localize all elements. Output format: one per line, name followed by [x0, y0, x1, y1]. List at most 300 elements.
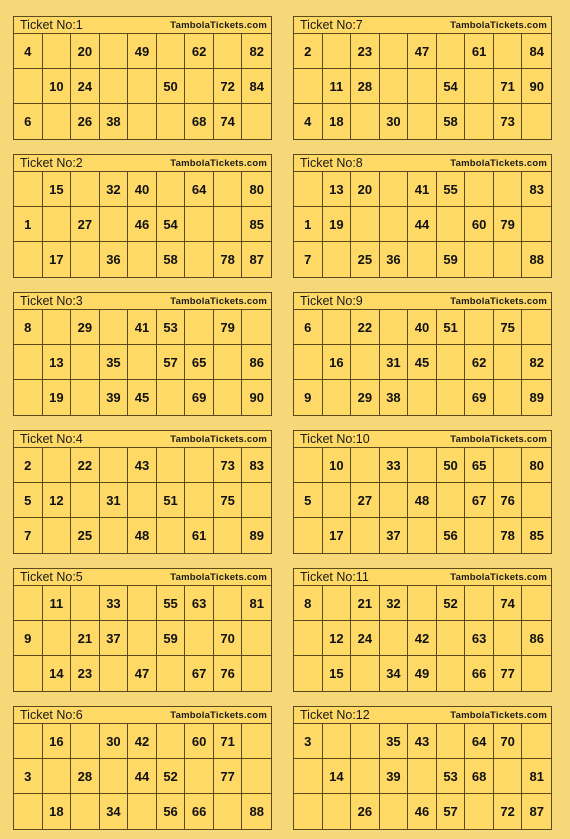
- ticket-cell: [185, 207, 214, 242]
- ticket-cell: [71, 794, 100, 829]
- ticket-cell: 62: [185, 34, 214, 69]
- ticket-cell: 37: [380, 518, 409, 553]
- ticket-number: Ticket No:8: [300, 156, 363, 170]
- ticket-cell: 39: [380, 759, 409, 794]
- ticket-cell: 85: [242, 207, 271, 242]
- ticket-cell: 79: [494, 207, 523, 242]
- ticket-cell: 20: [71, 34, 100, 69]
- ticket-cell: [14, 172, 43, 207]
- ticket-cell: 47: [408, 34, 437, 69]
- ticket-cell: 55: [157, 586, 186, 621]
- ticket-cell: [157, 380, 186, 415]
- ticket-cell: 38: [100, 104, 129, 139]
- ticket-cell: 15: [43, 172, 72, 207]
- ticket-cell: 78: [214, 242, 243, 277]
- ticket-cell: [351, 345, 380, 380]
- ticket-cell: 3: [294, 724, 323, 759]
- ticket-cell: 48: [408, 483, 437, 518]
- ticket-cell: [71, 724, 100, 759]
- ticket-cell: 33: [100, 586, 129, 621]
- ticket-cell: 65: [185, 345, 214, 380]
- ticket-cell: 52: [157, 759, 186, 794]
- ticket-cell: [128, 621, 157, 656]
- ticket-brand: TambolaTickets.com: [450, 709, 547, 721]
- ticket-brand: TambolaTickets.com: [450, 295, 547, 307]
- ticket-cell: [323, 34, 352, 69]
- ticket-cell: 19: [43, 380, 72, 415]
- ticket-cell: 82: [522, 345, 551, 380]
- ticket-cell: 49: [128, 34, 157, 69]
- ticket-cell: 80: [522, 448, 551, 483]
- ticket-cell: [494, 172, 523, 207]
- ticket-cell: 51: [157, 483, 186, 518]
- ticket-cell: 35: [100, 345, 129, 380]
- ticket-cell: [494, 242, 523, 277]
- ticket-cell: 72: [214, 69, 243, 104]
- ticket-cell: [351, 518, 380, 553]
- ticket-cell: [214, 518, 243, 553]
- ticket-cell: 58: [437, 104, 466, 139]
- ticket-cell: [323, 380, 352, 415]
- ticket-cell: 63: [465, 621, 494, 656]
- ticket-cell: [408, 69, 437, 104]
- ticket-cell: 84: [242, 69, 271, 104]
- ticket-cell: [128, 483, 157, 518]
- ticket-cell: [100, 448, 129, 483]
- ticket-cell: 29: [71, 310, 100, 345]
- ticket-cell: 75: [494, 310, 523, 345]
- ticket-cell: [100, 207, 129, 242]
- ticket-cell: 8: [14, 310, 43, 345]
- ticket-cell: [408, 759, 437, 794]
- ticket-cell: [242, 483, 271, 518]
- ticket-cell: 12: [323, 621, 352, 656]
- ticket-cell: 67: [465, 483, 494, 518]
- ticket-cell: [43, 310, 72, 345]
- ticket-cell: 27: [71, 207, 100, 242]
- ticket-cell: 4: [14, 34, 43, 69]
- tambola-ticket: [13, 16, 272, 140]
- ticket-cell: 35: [380, 724, 409, 759]
- ticket-cell: 81: [522, 759, 551, 794]
- ticket-cell: 25: [351, 242, 380, 277]
- ticket-cell: [465, 794, 494, 829]
- ticket-cell: 81: [242, 586, 271, 621]
- ticket-header: [294, 431, 551, 448]
- ticket-cell: 90: [249, 390, 264, 405]
- ticket-cell: [294, 759, 323, 794]
- ticket-cell: 13: [43, 345, 72, 380]
- ticket-cell: [522, 483, 551, 518]
- ticket-cell: [214, 172, 243, 207]
- ticket-cell: [380, 172, 409, 207]
- ticket-cell: 46: [128, 207, 157, 242]
- ticket-cell: 31: [100, 483, 129, 518]
- tambola-ticket: [293, 568, 552, 692]
- ticket-cell: [465, 310, 494, 345]
- ticket-brand: TambolaTickets.com: [450, 19, 547, 31]
- ticket-cell: [214, 34, 243, 69]
- ticket-cell: 62: [465, 345, 494, 380]
- ticket-cell: 67: [185, 656, 214, 691]
- ticket-cell: [43, 759, 72, 794]
- ticket-cell: 12: [43, 483, 72, 518]
- tambola-ticket: [13, 706, 272, 830]
- ticket-number: Ticket No:7: [300, 18, 363, 32]
- ticket-cell: [294, 172, 323, 207]
- ticket-cell: [465, 104, 494, 139]
- ticket-cell: [323, 586, 352, 621]
- ticket-cell: 45: [128, 380, 157, 415]
- ticket-cell: [242, 656, 271, 691]
- ticket-cell: 66: [185, 794, 214, 829]
- ticket-cell: [14, 69, 43, 104]
- tambola-ticket: [293, 706, 552, 830]
- ticket-grid: [294, 172, 551, 277]
- ticket-cell: 5: [14, 483, 43, 518]
- ticket-cell: 89: [529, 390, 544, 405]
- tambola-ticket: [13, 154, 272, 278]
- ticket-cell: 11: [43, 586, 72, 621]
- ticket-cell: 54: [157, 207, 186, 242]
- ticket-cell: [380, 69, 409, 104]
- ticket-header: [14, 707, 271, 724]
- ticket-brand: TambolaTickets.com: [170, 571, 267, 583]
- ticket-header: [294, 707, 551, 724]
- ticket-cell: 28: [351, 69, 380, 104]
- ticket-cell: 16: [323, 345, 352, 380]
- ticket-cell: [522, 586, 551, 621]
- ticket-cell: [128, 586, 157, 621]
- ticket-grid: [294, 586, 551, 691]
- ticket-cell: [43, 448, 72, 483]
- ticket-number: Ticket No:12: [300, 708, 370, 722]
- tambola-ticket: [293, 430, 552, 554]
- ticket-cell: 73: [214, 448, 243, 483]
- ticket-cell: [71, 380, 100, 415]
- ticket-cell: 64: [185, 172, 214, 207]
- ticket-cell: [294, 518, 323, 553]
- ticket-cell: [14, 656, 43, 691]
- ticket-cell: 14: [43, 656, 72, 691]
- ticket-cell: [100, 518, 129, 553]
- ticket-header: [294, 17, 551, 34]
- ticket-cell: 17: [43, 242, 72, 277]
- ticket-cell: 17: [323, 518, 352, 553]
- ticket-cell: 46: [408, 794, 437, 829]
- ticket-cell: 6: [294, 310, 323, 345]
- ticket-cell: [14, 380, 43, 415]
- ticket-header: [294, 155, 551, 172]
- ticket-cell: [522, 207, 551, 242]
- ticket-cell: [465, 242, 494, 277]
- ticket-cell: 7: [14, 518, 43, 553]
- ticket-cell: [157, 724, 186, 759]
- ticket-cell: 76: [494, 483, 523, 518]
- ticket-cell: [185, 448, 214, 483]
- ticket-cell: [408, 104, 437, 139]
- ticket-number: Ticket No:4: [20, 432, 83, 446]
- ticket-grid: [14, 586, 271, 691]
- ticket-cell: 44: [408, 207, 437, 242]
- ticket-cell: 32: [100, 172, 129, 207]
- ticket-cell: 42: [128, 724, 157, 759]
- ticket-cell: [351, 104, 380, 139]
- ticket-cell: 87: [529, 804, 544, 819]
- ticket-cell: [351, 724, 380, 759]
- ticket-cell: [437, 621, 466, 656]
- ticket-brand: TambolaTickets.com: [450, 571, 547, 583]
- ticket-header: [14, 569, 271, 586]
- ticket-cell: 38: [380, 380, 409, 415]
- ticket-cell: 9: [14, 621, 43, 656]
- ticket-cell: [522, 310, 551, 345]
- ticket-cell: [465, 69, 494, 104]
- ticket-header: [14, 155, 271, 172]
- ticket-grid: [14, 724, 271, 829]
- ticket-cell: 7: [294, 242, 323, 277]
- ticket-cell: 80: [242, 172, 271, 207]
- ticket-cell: [380, 310, 409, 345]
- ticket-cell: 31: [380, 345, 409, 380]
- tambola-ticket: [293, 292, 552, 416]
- tambola-ticket: [293, 154, 552, 278]
- ticket-cell: [465, 586, 494, 621]
- ticket-cell: 65: [465, 448, 494, 483]
- ticket-cell: [185, 69, 214, 104]
- ticket-number: Ticket No:11: [300, 570, 369, 584]
- ticket-cell: 32: [380, 586, 409, 621]
- ticket-cell: [465, 518, 494, 553]
- ticket-cell: 8: [294, 586, 323, 621]
- ticket-grid: [14, 172, 271, 277]
- ticket-cell: 52: [437, 586, 466, 621]
- ticket-grid: [294, 310, 551, 415]
- ticket-cell: 54: [437, 69, 466, 104]
- ticket-cell: [465, 172, 494, 207]
- ticket-cell: [437, 207, 466, 242]
- ticket-cell: 24: [351, 621, 380, 656]
- ticket-cell: [185, 759, 214, 794]
- ticket-cell: [323, 310, 352, 345]
- ticket-brand: TambolaTickets.com: [450, 157, 547, 169]
- ticket-cell: 2: [294, 34, 323, 69]
- ticket-cell: [157, 448, 186, 483]
- ticket-number: Ticket No:9: [300, 294, 363, 308]
- ticket-cell: 22: [351, 310, 380, 345]
- ticket-grid: [14, 310, 271, 415]
- ticket-cell: 5: [294, 483, 323, 518]
- ticket-brand: TambolaTickets.com: [170, 433, 267, 445]
- ticket-cell: 41: [408, 172, 437, 207]
- ticket-cell: 69: [185, 380, 214, 415]
- ticket-cell: [294, 448, 323, 483]
- ticket-cell: [128, 345, 157, 380]
- ticket-cell: 14: [323, 759, 352, 794]
- ticket-cell: [214, 380, 243, 415]
- ticket-number: Ticket No:5: [20, 570, 83, 584]
- ticket-cell: 33: [380, 448, 409, 483]
- ticket-cell: [100, 759, 129, 794]
- ticket-cell: 1: [294, 207, 323, 242]
- ticket-cell: 56: [437, 518, 466, 553]
- ticket-cell: [437, 724, 466, 759]
- ticket-cell: [408, 448, 437, 483]
- ticket-header: [14, 293, 271, 310]
- ticket-cell: [437, 483, 466, 518]
- ticket-cell: 43: [408, 724, 437, 759]
- ticket-cell: 49: [408, 656, 437, 691]
- ticket-cell: 30: [100, 724, 129, 759]
- ticket-cell: [494, 759, 523, 794]
- ticket-cell: [157, 518, 186, 553]
- ticket-cell: 26: [71, 104, 100, 139]
- ticket-cell: 88: [529, 252, 544, 267]
- ticket-cell: 74: [214, 104, 243, 139]
- ticket-cell: [128, 104, 157, 139]
- ticket-cell: [242, 310, 271, 345]
- ticket-cell: 53: [437, 759, 466, 794]
- ticket-cell: 30: [380, 104, 409, 139]
- ticket-cell: 85: [529, 528, 544, 543]
- ticket-cell: [380, 794, 409, 829]
- ticket-cell: 69: [465, 380, 494, 415]
- ticket-cell: 77: [494, 656, 523, 691]
- ticket-cell: [437, 656, 466, 691]
- ticket-cell: 83: [242, 448, 271, 483]
- ticket-cell: 24: [71, 69, 100, 104]
- ticket-cell: 50: [157, 69, 186, 104]
- ticket-cell: 60: [465, 207, 494, 242]
- ticket-cell: 3: [14, 759, 43, 794]
- ticket-number: Ticket No:6: [20, 708, 83, 722]
- ticket-cell: [128, 794, 157, 829]
- ticket-cell: 87: [249, 252, 264, 267]
- ticket-cell: [494, 621, 523, 656]
- ticket-cell: [494, 448, 523, 483]
- ticket-cell: [157, 34, 186, 69]
- ticket-cell: [100, 656, 129, 691]
- ticket-cell: 73: [494, 104, 523, 139]
- ticket-cell: [185, 310, 214, 345]
- ticket-cell: [128, 242, 157, 277]
- ticket-cell: [71, 345, 100, 380]
- ticket-cell: [294, 69, 323, 104]
- ticket-cell: [242, 104, 271, 139]
- ticket-cell: [408, 242, 437, 277]
- ticket-cell: [408, 518, 437, 553]
- ticket-cell: 57: [437, 794, 466, 829]
- ticket-cell: 37: [100, 621, 129, 656]
- ticket-cell: 16: [43, 724, 72, 759]
- ticket-cell: 10: [323, 448, 352, 483]
- ticket-cell: [294, 621, 323, 656]
- ticket-cell: [185, 483, 214, 518]
- ticket-cell: 41: [128, 310, 157, 345]
- ticket-cell: [71, 483, 100, 518]
- ticket-cell: [14, 794, 43, 829]
- ticket-brand: TambolaTickets.com: [170, 295, 267, 307]
- ticket-header: [14, 17, 271, 34]
- ticket-cell: [100, 69, 129, 104]
- ticket-cell: 40: [408, 310, 437, 345]
- ticket-cell: 66: [465, 656, 494, 691]
- ticket-cell: 86: [522, 621, 551, 656]
- ticket-cell: [43, 34, 72, 69]
- ticket-cell: [380, 621, 409, 656]
- ticket-cell: 74: [494, 586, 523, 621]
- tambola-ticket: [13, 430, 272, 554]
- ticket-cell: 78: [494, 518, 523, 553]
- ticket-cell: 18: [43, 794, 72, 829]
- ticket-cell: [437, 345, 466, 380]
- ticket-cell: [100, 34, 129, 69]
- ticket-cell: 15: [323, 656, 352, 691]
- ticket-cell: [408, 586, 437, 621]
- ticket-cell: [522, 104, 551, 139]
- ticket-cell: 36: [380, 242, 409, 277]
- ticket-cell: 82: [242, 34, 271, 69]
- ticket-grid: [294, 448, 551, 553]
- ticket-cell: [214, 794, 243, 829]
- ticket-cell: [128, 69, 157, 104]
- ticket-cell: 26: [351, 794, 380, 829]
- ticket-cell: 90: [522, 69, 551, 104]
- ticket-cell: 57: [157, 345, 186, 380]
- ticket-cell: 9: [294, 380, 323, 415]
- ticket-cell: 61: [465, 34, 494, 69]
- ticket-cell: 34: [380, 656, 409, 691]
- ticket-cell: 63: [185, 586, 214, 621]
- ticket-cell: [380, 483, 409, 518]
- ticket-number: Ticket No:10: [300, 432, 370, 446]
- ticket-cell: [71, 242, 100, 277]
- ticket-brand: TambolaTickets.com: [170, 157, 267, 169]
- ticket-number: Ticket No:3: [20, 294, 83, 308]
- ticket-brand: TambolaTickets.com: [170, 19, 267, 31]
- ticket-cell: 22: [71, 448, 100, 483]
- ticket-cell: [294, 345, 323, 380]
- ticket-cell: [242, 621, 271, 656]
- ticket-cell: 21: [71, 621, 100, 656]
- ticket-cell: 44: [128, 759, 157, 794]
- ticket-cell: 55: [437, 172, 466, 207]
- ticket-cell: [323, 794, 352, 829]
- ticket-cell: [323, 483, 352, 518]
- ticket-cell: [14, 345, 43, 380]
- ticket-cell: [157, 656, 186, 691]
- ticket-cell: 77: [214, 759, 243, 794]
- ticket-cell: 56: [157, 794, 186, 829]
- ticket-grid: [294, 724, 551, 829]
- ticket-header: [294, 293, 551, 310]
- ticket-grid: [294, 34, 551, 139]
- ticket-brand: TambolaTickets.com: [170, 709, 267, 721]
- ticket-cell: 18: [323, 104, 352, 139]
- ticket-cell: 19: [323, 207, 352, 242]
- ticket-cell: [380, 34, 409, 69]
- ticket-cell: 71: [214, 724, 243, 759]
- ticket-cell: 47: [128, 656, 157, 691]
- ticket-cell: 88: [249, 804, 264, 819]
- tambola-ticket: [293, 16, 552, 140]
- ticket-cell: [408, 380, 437, 415]
- ticket-cell: [494, 345, 523, 380]
- ticket-cell: 51: [437, 310, 466, 345]
- ticket-cell: 76: [214, 656, 243, 691]
- ticket-grid: [14, 34, 271, 139]
- ticket-cell: 71: [494, 69, 523, 104]
